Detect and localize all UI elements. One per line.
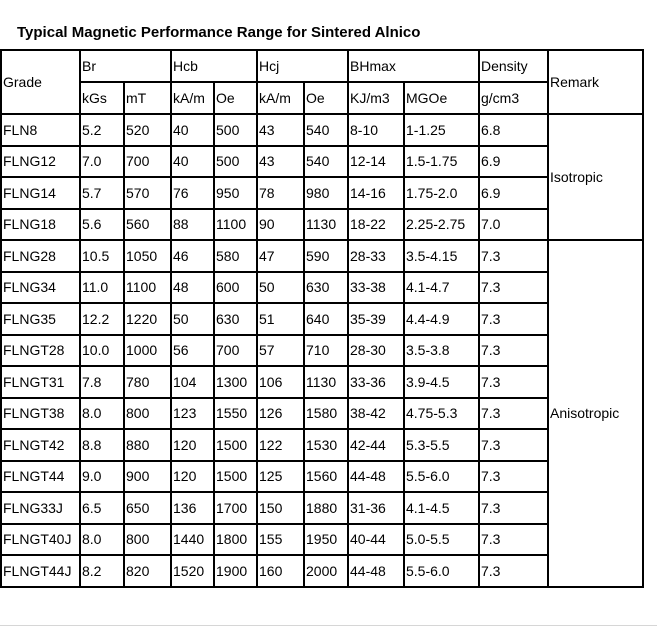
value-cell: 5.0-5.5 xyxy=(404,524,479,556)
value-cell: 5.3-5.5 xyxy=(404,429,479,461)
value-cell: 43 xyxy=(257,146,304,178)
value-cell: 540 xyxy=(304,146,348,178)
value-cell: 1130 xyxy=(304,209,348,241)
value-cell: 50 xyxy=(257,272,304,304)
header-br: Br xyxy=(80,50,171,82)
value-cell: 123 xyxy=(171,398,214,430)
value-cell: 3.9-4.5 xyxy=(404,366,479,398)
header-hcj: Hcj xyxy=(257,50,348,82)
value-cell: 1100 xyxy=(214,209,257,241)
value-cell: 120 xyxy=(171,429,214,461)
value-cell: 1100 xyxy=(124,272,171,304)
value-cell: 40 xyxy=(171,114,214,146)
value-cell: 1130 xyxy=(304,366,348,398)
value-cell: 160 xyxy=(257,555,304,587)
value-cell: 5.2 xyxy=(80,114,124,146)
value-cell: 640 xyxy=(304,303,348,335)
value-cell: 1530 xyxy=(304,429,348,461)
value-cell: 18-22 xyxy=(348,209,404,241)
value-cell: 122 xyxy=(257,429,304,461)
value-cell: 7.3 xyxy=(479,461,548,493)
remark-anisotropic: Anisotropic xyxy=(548,240,643,587)
header-hcb: Hcb xyxy=(171,50,257,82)
table-row xyxy=(1,398,643,430)
value-cell: 1220 xyxy=(124,303,171,335)
value-cell: 7.3 xyxy=(479,555,548,587)
value-cell: 14-16 xyxy=(348,177,404,209)
value-cell: 31-36 xyxy=(348,492,404,524)
value-cell: 1880 xyxy=(304,492,348,524)
table-row xyxy=(1,524,643,556)
unit-cell: kGs xyxy=(80,82,124,114)
value-cell: 12-14 xyxy=(348,146,404,178)
grade-cell: FLNG12 xyxy=(1,146,80,178)
value-cell: 1500 xyxy=(214,461,257,493)
value-cell: 35-39 xyxy=(348,303,404,335)
value-cell: 9.0 xyxy=(80,461,124,493)
table-row xyxy=(1,240,643,272)
table-row xyxy=(1,335,643,367)
value-cell: 8.8 xyxy=(80,429,124,461)
value-cell: 136 xyxy=(171,492,214,524)
header-density: Density xyxy=(479,50,548,82)
value-cell: 42-44 xyxy=(348,429,404,461)
value-cell: 8.2 xyxy=(80,555,124,587)
value-cell: 88 xyxy=(171,209,214,241)
value-cell: 1550 xyxy=(214,398,257,430)
value-cell: 1.5-1.75 xyxy=(404,146,479,178)
value-cell: 150 xyxy=(257,492,304,524)
grade-cell: FLNGT40J xyxy=(1,524,80,556)
value-cell: 1800 xyxy=(214,524,257,556)
value-cell: 40-44 xyxy=(348,524,404,556)
value-cell: 6.9 xyxy=(479,177,548,209)
value-cell: 5.5-6.0 xyxy=(404,461,479,493)
value-cell: 3.5-4.15 xyxy=(404,240,479,272)
table-row xyxy=(1,366,643,398)
value-cell: 4.1-4.5 xyxy=(404,492,479,524)
value-cell: 650 xyxy=(124,492,171,524)
value-cell: 106 xyxy=(257,366,304,398)
value-cell: 1300 xyxy=(214,366,257,398)
value-cell: 580 xyxy=(214,240,257,272)
table-row xyxy=(1,303,643,335)
value-cell: 800 xyxy=(124,524,171,556)
value-cell: 7.3 xyxy=(479,303,548,335)
units-row xyxy=(1,82,643,114)
value-cell: 40 xyxy=(171,146,214,178)
value-cell: 1580 xyxy=(304,398,348,430)
table-row xyxy=(1,272,643,304)
value-cell: 7.3 xyxy=(479,240,548,272)
value-cell: 155 xyxy=(257,524,304,556)
value-cell: 6.8 xyxy=(479,114,548,146)
grade-cell: FLNGT44 xyxy=(1,461,80,493)
grade-cell: FLNG34 xyxy=(1,272,80,304)
header-bhmax: BHmax xyxy=(348,50,479,82)
value-cell: 7.3 xyxy=(479,492,548,524)
value-cell: 7.3 xyxy=(479,272,548,304)
value-cell: 880 xyxy=(124,429,171,461)
value-cell: 6.9 xyxy=(479,146,548,178)
value-cell: 1520 xyxy=(171,555,214,587)
grade-cell: FLNGT31 xyxy=(1,366,80,398)
value-cell: 56 xyxy=(171,335,214,367)
value-cell: 76 xyxy=(171,177,214,209)
value-cell: 78 xyxy=(257,177,304,209)
value-cell: 4.1-4.7 xyxy=(404,272,479,304)
value-cell: 950 xyxy=(214,177,257,209)
value-cell: 710 xyxy=(304,335,348,367)
grade-cell: FLNGT38 xyxy=(1,398,80,430)
value-cell: 1900 xyxy=(214,555,257,587)
grade-cell: FLNG18 xyxy=(1,209,80,241)
table-row xyxy=(1,146,643,178)
remark-isotropic: Isotropic xyxy=(548,114,643,240)
value-cell: 51 xyxy=(257,303,304,335)
value-cell: 12.2 xyxy=(80,303,124,335)
value-cell: 500 xyxy=(214,114,257,146)
value-cell: 5.7 xyxy=(80,177,124,209)
value-cell: 2000 xyxy=(304,555,348,587)
value-cell: 600 xyxy=(214,272,257,304)
value-cell: 560 xyxy=(124,209,171,241)
value-cell: 570 xyxy=(124,177,171,209)
value-cell: 3.5-3.8 xyxy=(404,335,479,367)
unit-cell: KJ/m3 xyxy=(348,82,404,114)
value-cell: 33-38 xyxy=(348,272,404,304)
value-cell: 1050 xyxy=(124,240,171,272)
table-title: Typical Magnetic Performance Range for Sintered Alnico xyxy=(17,24,421,41)
value-cell: 700 xyxy=(214,335,257,367)
grade-cell: FLNGT28 xyxy=(1,335,80,367)
value-cell: 90 xyxy=(257,209,304,241)
grade-cell: FLNG14 xyxy=(1,177,80,209)
value-cell: 46 xyxy=(171,240,214,272)
value-cell: 7.0 xyxy=(80,146,124,178)
table-row xyxy=(1,461,643,493)
page-divider xyxy=(0,625,657,626)
value-cell: 1700 xyxy=(214,492,257,524)
value-cell: 6.5 xyxy=(80,492,124,524)
value-cell: 1000 xyxy=(124,335,171,367)
table-row xyxy=(1,209,643,241)
value-cell: 800 xyxy=(124,398,171,430)
table-row xyxy=(1,114,643,146)
value-cell: 8.0 xyxy=(80,524,124,556)
value-cell: 540 xyxy=(304,114,348,146)
value-cell: 590 xyxy=(304,240,348,272)
value-cell: 630 xyxy=(214,303,257,335)
header-row xyxy=(1,50,643,82)
grade-cell: FLN8 xyxy=(1,114,80,146)
value-cell: 1950 xyxy=(304,524,348,556)
value-cell: 10.0 xyxy=(80,335,124,367)
value-cell: 44-48 xyxy=(348,555,404,587)
value-cell: 38-42 xyxy=(348,398,404,430)
value-cell: 7.8 xyxy=(80,366,124,398)
value-cell: 520 xyxy=(124,114,171,146)
magnetic-performance-table xyxy=(0,49,644,588)
grade-cell: FLNG35 xyxy=(1,303,80,335)
value-cell: 57 xyxy=(257,335,304,367)
value-cell: 7.3 xyxy=(479,429,548,461)
value-cell: 2.25-2.75 xyxy=(404,209,479,241)
table-row xyxy=(1,177,643,209)
value-cell: 7.3 xyxy=(479,366,548,398)
value-cell: 44-48 xyxy=(348,461,404,493)
value-cell: 1500 xyxy=(214,429,257,461)
value-cell: 500 xyxy=(214,146,257,178)
value-cell: 28-30 xyxy=(348,335,404,367)
header-remark: Remark xyxy=(548,50,643,114)
unit-cell: kA/m xyxy=(257,82,304,114)
value-cell: 126 xyxy=(257,398,304,430)
value-cell: 1560 xyxy=(304,461,348,493)
value-cell: 11.0 xyxy=(80,272,124,304)
unit-cell: Oe xyxy=(214,82,257,114)
unit-cell: mT xyxy=(124,82,171,114)
value-cell: 820 xyxy=(124,555,171,587)
value-cell: 780 xyxy=(124,366,171,398)
value-cell: 120 xyxy=(171,461,214,493)
value-cell: 980 xyxy=(304,177,348,209)
value-cell: 47 xyxy=(257,240,304,272)
grade-cell: FLNGT44J xyxy=(1,555,80,587)
value-cell: 28-33 xyxy=(348,240,404,272)
value-cell: 1-1.25 xyxy=(404,114,479,146)
value-cell: 10.5 xyxy=(80,240,124,272)
value-cell: 630 xyxy=(304,272,348,304)
value-cell: 5.5-6.0 xyxy=(404,555,479,587)
value-cell: 5.6 xyxy=(80,209,124,241)
unit-cell: kA/m xyxy=(171,82,214,114)
value-cell: 900 xyxy=(124,461,171,493)
grade-cell: FLNGT42 xyxy=(1,429,80,461)
table-row xyxy=(1,492,643,524)
value-cell: 7.0 xyxy=(479,209,548,241)
value-cell: 4.75-5.3 xyxy=(404,398,479,430)
value-cell: 1440 xyxy=(171,524,214,556)
value-cell: 700 xyxy=(124,146,171,178)
value-cell: 104 xyxy=(171,366,214,398)
value-cell: 1.75-2.0 xyxy=(404,177,479,209)
header-grade: Grade xyxy=(1,50,80,114)
table-row xyxy=(1,555,643,587)
value-cell: 7.3 xyxy=(479,398,548,430)
unit-cell: MGOe xyxy=(404,82,479,114)
grade-cell: FLNG28 xyxy=(1,240,80,272)
value-cell: 8.0 xyxy=(80,398,124,430)
value-cell: 33-36 xyxy=(348,366,404,398)
value-cell: 8-10 xyxy=(348,114,404,146)
grade-cell: FLNG33J xyxy=(1,492,80,524)
value-cell: 7.3 xyxy=(479,335,548,367)
value-cell: 48 xyxy=(171,272,214,304)
value-cell: 7.3 xyxy=(479,524,548,556)
unit-cell: Oe xyxy=(304,82,348,114)
table-row xyxy=(1,429,643,461)
value-cell: 125 xyxy=(257,461,304,493)
value-cell: 50 xyxy=(171,303,214,335)
value-cell: 4.4-4.9 xyxy=(404,303,479,335)
unit-cell: g/cm3 xyxy=(479,82,548,114)
value-cell: 43 xyxy=(257,114,304,146)
